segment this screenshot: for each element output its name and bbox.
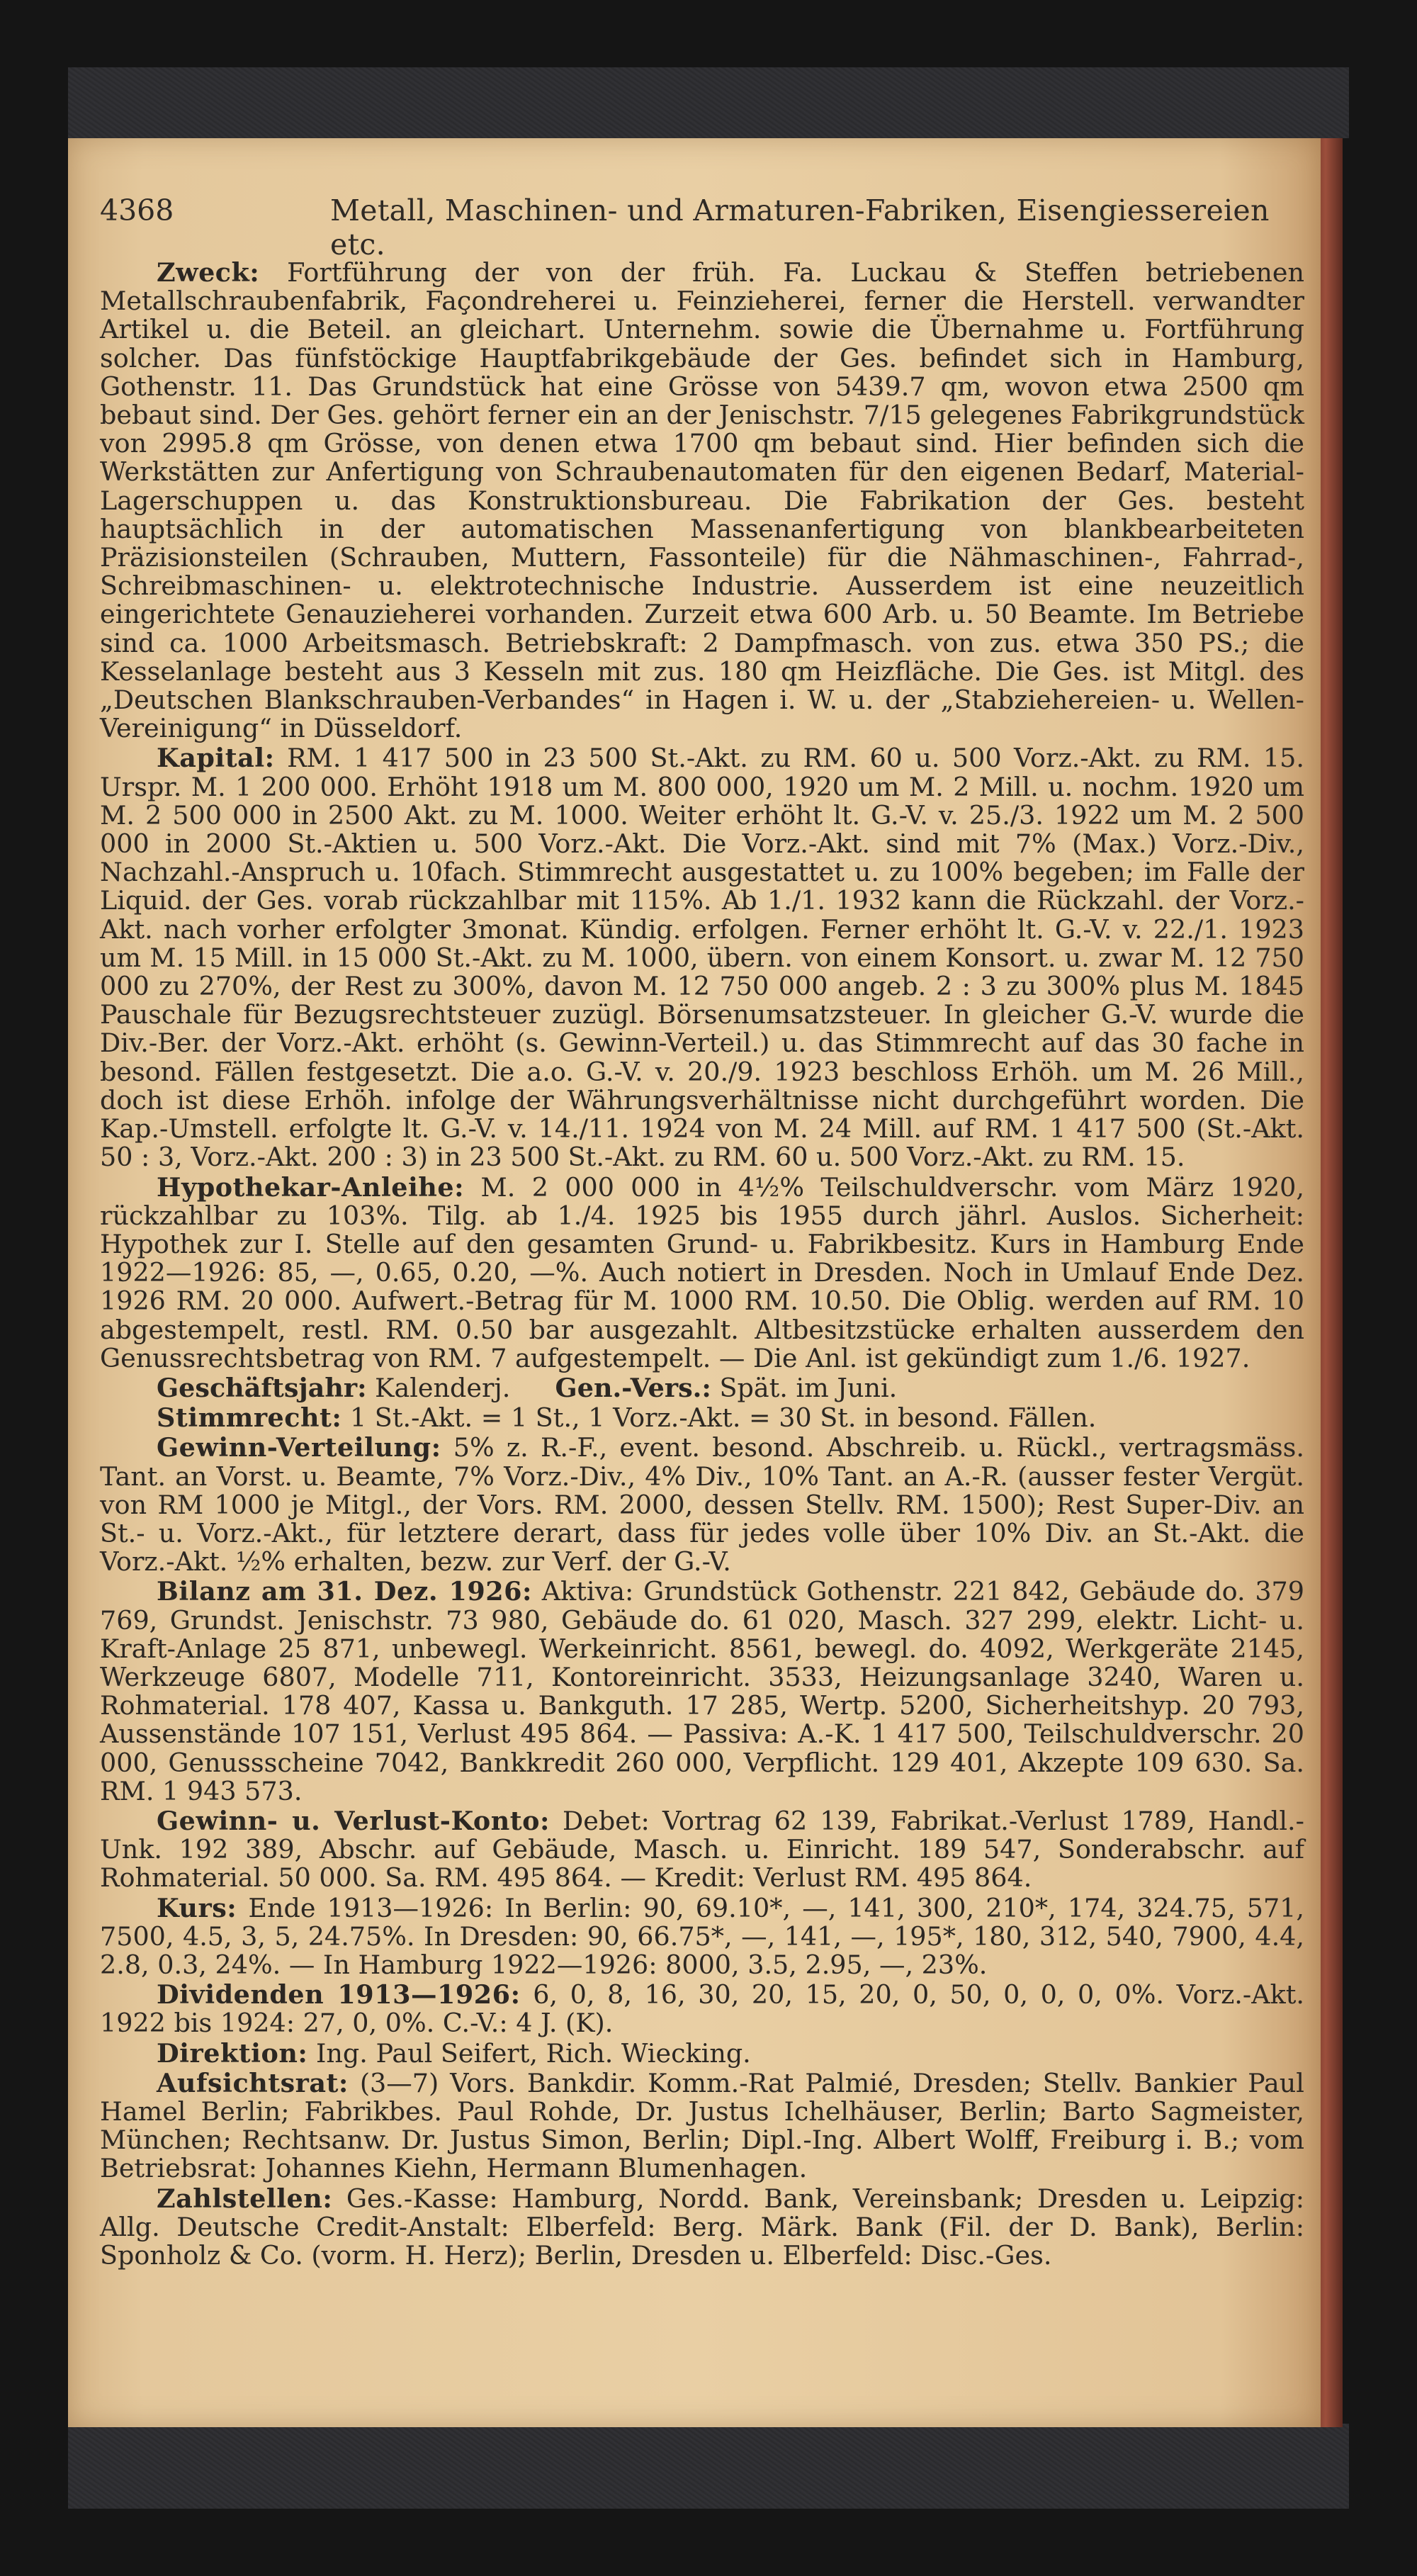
section-kapital [100,744,1304,1171]
section-text: 6, 0, 8, 16, 30, 20, 15, 20, 0, 50, 0, 0, 0, 0%. Vorz.-Akt. 1922 bis 1924: 27, 0, 0%. C.-V.: 4 J. (K). [100,1979,1304,2039]
section-head: Direktion: [157,2037,308,2069]
section-text: 5% z. R.-F., event. besond. Abschreib. u. Rückl., vertragsmäss. Tant. an Vorst. u. Beamte, 7% Vorz.-Div., 4% Div., 10% Tant. an A.-R. (ausser fester Vergüt. von RM 1000 je Mitgl., der Vors. RM. 2000, dessen Stellv. RM. 1500); Rest Super-Div. an St.- u. Vorz.-Akt., für letztere derart, dass für jedes volle über 10% Div. an St.-Akt. die Vorz.-Akt. ½% erhalten, bezw. zur Verf. der G.-V. [100,1432,1304,1577]
section-head: Zweck: [157,257,260,288]
section-head: Dividenden 1913—1926: [157,1979,521,2010]
section-head: Gewinn- u. Verlust-Konto: [157,1805,550,1836]
section-head: Kapital: [157,743,275,774]
section-text: M. 2 000 000 in 4½% Teilschuldverschr. vom März 1920, rückzahlbar zu 103%. Tilg. ab 1./4. 1925 bis 1955 durch jährl. Auslos. Sicherheit: Hypothek zur I. Stelle auf den gesamten Grund- u. Fabrikbesitz. Kurs in Hamburg Ende 1922—1926: 85, —, 0.65, 0.20, —%. Auch notiert in Dresden. Noch in Umlauf Ende Dez. 1926 RM. 20 000. Aufwert.-Betrag für M. 1000 RM. 10.50. Die Oblig. werden auf RM. 10 abgestempelt, restl. RM. 0.50 bar ausgezahlt. Altbesitzstücke erhalten ausserdem den Genussrechtsbetrag von RM. 7 aufgestempelt. — Die Anl. ist gekündigt zum 1./6. 1927. [100,1171,1304,1373]
section-hypothekar-anleihe [100,1171,1304,1373]
section-stimmrecht [100,1404,1304,1432]
section-text: Spät. im Juni. [719,1372,898,1403]
section-head: Aufsichtsrat: [157,2067,349,2098]
section-text: 1 St.-Akt. = 1 St., 1 Vorz.-Akt. = 30 St. in besond. Fällen. [349,1402,1097,1434]
section-head: Bilanz am 31. Dez. 1926: [157,1576,533,1607]
section-gewinn-verteilung [100,1434,1304,1576]
section-zweck [100,259,1304,743]
section-aufsichtsrat [100,2069,1304,2183]
section-text: Aktiva: Grundstück Gothenstr. 221 842, Gebäude do. 379 769, Grundst. Jenischstr. 73 980, Gebäude do. 61 020, Masch. 327 299, elektr. Licht- u. Kraft-Anlage 25 871, unbewegl. Werkeinricht. 8561, bewegl. do. 4092, Werkgeräte 2145, Werkzeuge 6807, Modelle 711, Kontoreinricht. 3533, Heizungsanlage 3240, Waren u. Rohmaterial. 178 407, Kassa u. Bankguth. 17 285, Wertp. 5200, Sicherheitshyp. 20 793, Aussenstände 107 151, Verlust 495 864. — Passiva: A.-K. 1 417 500, Teilschuldverschr. 20 000, Genussscheine 7042, Bankkredit 260 000, Verpflicht. 129 401, Akzepte 109 630. Sa. RM. 1 943 573. [100,1576,1305,1806]
section-head: Gen.-Vers.: [555,1372,711,1403]
cloth-bottom [68,2424,1349,2509]
running-head: Metall, Maschinen- und Armaturen-Fabriken, Eisengiessereien etc. [330,193,1270,261]
section-text: Ing. Paul Seifert, Rich. Wiecking. [315,2037,751,2069]
section-geschaeftsjahr-gen-vers [100,1374,1304,1402]
page-number: 4368 [100,193,174,227]
section-text: Debet: Vortrag 62 139, Fabrikat.-Verlust 1789, Handl.-Unk. 192 389, Abschr. auf Gebäude, Masch. u. Einricht. 189 547, Sonderabschr. auf Rohmaterial. 50 000. Sa. RM. 495 864. — Kredit: Verlust RM. 495 864. [100,1805,1304,1894]
section-text: Ges.-Kasse: Hamburg, Nordd. Bank, Vereinsbank; Dresden u. Leipzig: Allg. Deutsche Credit-Anstalt: Elberfeld: Berg. Märk. Bank (Fil. der D. Bank), Berlin: Sponholz & Co. (vorm. H. Herz); Berlin, Dresden u. Elberfeld: Disc.-Ges. [100,2183,1304,2271]
section-head: Zahlstellen: [157,2183,333,2214]
section-kurs [100,1894,1304,1980]
section-gewinn-verlust-konto [100,1807,1304,1893]
section-head: Hypothekar-Anleihe: [157,1171,465,1203]
page-body [100,259,1304,2271]
section-dividenden [100,1981,1304,2037]
section-head: Geschäftsjahr: [157,1372,367,1403]
cloth-top [68,67,1349,138]
section-bilanz [100,1577,1304,1806]
book-page [68,138,1321,2427]
section-head: Gewinn-Verteilung: [157,1432,441,1463]
section-text: Fortführung der von der früh. Fa. Luckau & Steffen betriebenen Metallschraubenfabrik, Façondreherei u. Feinzieherei, ferner die Herstell. verwandter Artikel u. die Beteil. an gleichart. Unternehm. sowie die Übernahme u. Fortführung solcher. Das fünfstöckige Hauptfabrikgebäude der Ges. befindet sich in Hamburg, Gothenstr. 11. Das Grundstück hat eine Grösse von 5439.7 qm, wovon etwa 2500 qm bebaut sind. Der Ges. gehört ferner ein an der Jenischstr. 7/15 gelegenes Fabrikgrundstück von 2995.8 qm Grösse, von denen etwa 1700 qm bebaut sind. Hier befinden sich die Werkstätten zur Anfertigung von Schraubenautomaten für den eigenen Bedarf, Material-Lagerschuppen u. das Konstruktionsbureau. Die Fabrikation der Ges. besteht hauptsächlich in der automatischen Massenanfertigung von blankbearbeiteten Präzisionsteilen (Schrauben, Muttern, Fassonteile) für die Nähmaschinen-, Fahrrad-, Schreibmaschinen- u. elektrotechnische Industrie. Ausserdem ist eine neuzeitlich eingerichtete Genauzieherei vorhanden. Zurzeit etwa 600 Arb. u. 50 Beamte. Im Betriebe sind ca. 1000 Arbeitsmasch. Betriebskraft: 2 Dampfmasch. von zus. etwa 350 PS.; die Kesselanlage besteht aus 3 Kesseln mit zus. 180 qm Heizfläche. Die Ges. ist Mitgl. des „Deutschen Blankschrauben-Verbandes“ in Hagen i. W. u. der „Stabziehereien- u. Wellen-Vereinigung“ in Düsseldorf. [100,257,1304,744]
section-direktion [100,2037,1304,2069]
page-header [100,193,1304,261]
section-text: (3—7) Vors. Bankdir. Komm.-Rat Palmié, Dresden; Stellv. Bankier Paul Hamel Berlin; Fabrikbes. Paul Rohde, Dr. Justus Ichelhäuser, Berlin; Barto Sagmeister, München; Rechtsanw. Dr. Justus Simon, Berlin; Dipl.-Ing. Albert Wolff, Freiburg i. B.; vom Betriebsrat: Johannes Kiehn, Hermann Blumenhagen. [100,2067,1304,2184]
section-text: RM. 1 417 500 in 23 500 St.-Akt. zu RM. 60 u. 500 Vorz.-Akt. zu RM. 15. Urspr. M. 1 200 000. Erhöht 1918 um M. 800 000, 1920 um M. 2 Mill. u. nochm. 1920 um M. 2 500 000 in 2500 Akt. zu M. 1000. Weiter erhöht lt. G.-V. v. 25./3. 1922 um M. 2 500 000 in 2000 St.-Aktien u. 500 Vorz.-Akt. Die Vorz.-Akt. sind mit 7% (Max.) Vorz.-Div., Nachzahl.-Anspruch u. 10fach. Stimmrecht ausgestattet u. zu 100% begeben; im Falle der Liquid. der Ges. vorab rückzahlbar mit 115%. Ab 1./1. 1932 kann die Rückzahl. der Vorz.-Akt. nach vorher erfolgter 3monat. Kündig. erfolgen. Ferner erhöht lt. G.-V. v. 22./1. 1923 um M. 15 Mill. in 15 000 St.-Akt. zu M. 1000, übern. von einem Konsort. u. zwar M. 12 750 000 zu 270%, der Rest zu 300%, davon M. 12 750 000 angeb. 2 : 3 zu 300% plus M. 1845 Pauschale für Bezugsrechtsteuer zuzügl. Börsenumsatzsteuer. In gleicher G.-V. wurde die Div.-Ber. der Vorz.-Akt. erhöht (s. Gewinn-Verteil.) u. das Stimmrecht auf das 30 fache in besond. Fällen festgesetzt. Die a.o. G.-V. v. 20./9. 1923 beschloss Erhöh. um M. 26 Mill., doch ist diese Erhöh. infolge der Währungsverhältnisse nicht durchgeführt worden. Die Kap.-Umstell. erfolgte lt. G.-V. v. 14./11. 1924 von M. 24 Mill. auf RM. 1 417 500 (St.-Akt. 50 : 3, Vorz.-Akt. 200 : 3) in 23 500 St.-Akt. zu RM. 60 u. 500 Vorz.-Akt. zu RM. 15. [100,743,1304,1173]
section-head: Kurs: [157,1892,237,1923]
section-text: Ende 1913—1926: In Berlin: 90, 69.10*, —, 141, 300, 210*, 174, 324.75, 571, 7500, 4.5, 3, 5, 24.75%. In Dresden: 90, 66.75*, —, 141, —, 195*, 180, 312, 540, 7900, 4.4, 2.8, 0.3, 24%. — In Hamburg 1922—1926: 8000, 3.5, 2.95, —, 23%. [100,1892,1304,1980]
section-zahlstellen [100,2185,1304,2271]
section-text: Kalenderj. [375,1372,511,1403]
section-head: Stimmrecht: [157,1402,342,1434]
